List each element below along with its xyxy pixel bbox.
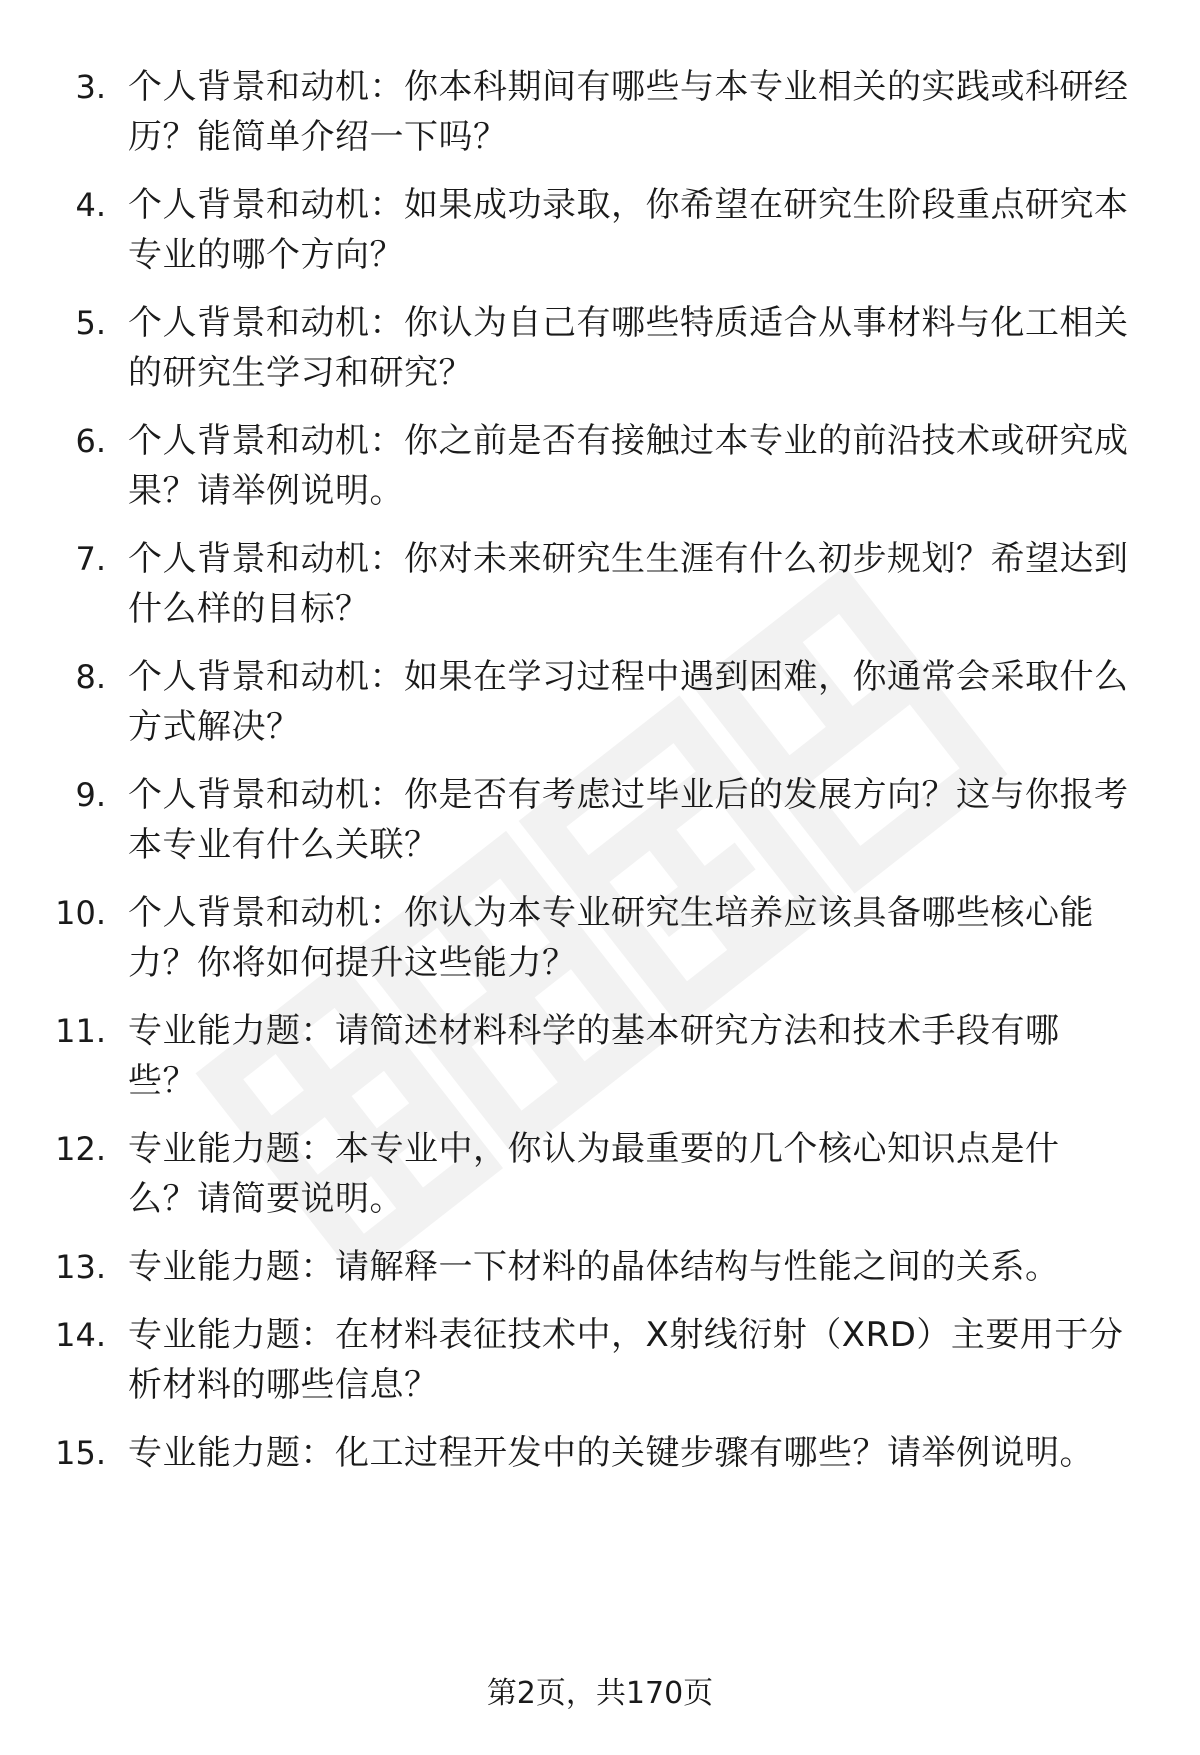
item-number: 13. xyxy=(55,1248,106,1286)
item-text: 专业能力题：请简述材料科学的基本研究方法和技术手段有哪些？ xyxy=(128,1011,1060,1101)
item-text: 个人背景和动机：如果在学习过程中遇到困难，你通常会采取什么方式解决？ xyxy=(128,657,1129,747)
item-number: 5. xyxy=(75,304,106,342)
item-number: 15. xyxy=(55,1434,106,1472)
item-text: 个人背景和动机：如果成功录取，你希望在研究生阶段重点研究本专业的哪个方向？ xyxy=(128,185,1129,275)
item-text: 专业能力题：化工过程开发中的关键步骤有哪些？请举例说明。 xyxy=(128,1433,1094,1473)
page-number: 第2页，共170页 xyxy=(486,1676,714,1711)
item-text: 专业能力题：在材料表征技术中，X射线衍射（XRD）主要用于分析材料的哪些信息？ xyxy=(128,1315,1124,1405)
item-number: 11. xyxy=(55,1012,106,1050)
item-text: 个人背景和动机：你认为本专业研究生培养应该具备哪些核心能力？你将如何提升这些能力？ xyxy=(128,893,1094,983)
item-number: 10. xyxy=(55,894,106,932)
item-text: 个人背景和动机：你认为自己有哪些特质适合从事材料与化工相关的研究生学习和研究？ xyxy=(128,303,1129,393)
item-text: 个人背景和动机：你对未来研究生生涯有什么初步规划？希望达到什么样的目标？ xyxy=(128,539,1129,629)
item-text: 个人背景和动机：你是否有考虑过毕业后的发展方向？这与你报考本专业有什么关联？ xyxy=(128,775,1129,865)
item-number: 9. xyxy=(75,776,106,814)
item-number: 7. xyxy=(75,540,106,578)
item-number: 4. xyxy=(75,186,106,224)
item-number: 12. xyxy=(55,1130,106,1168)
item-number: 3. xyxy=(75,68,106,106)
item-number: 8. xyxy=(75,658,106,696)
item-text: 个人背景和动机：你之前是否有接触过本专业的前沿技术或研究成果？请举例说明。 xyxy=(128,421,1129,511)
item-text: 专业能力题：请解释一下材料的晶体结构与性能之间的关系。 xyxy=(128,1247,1060,1287)
item-text: 专业能力题：本专业中，你认为最重要的几个核心知识点是什么？请简要说明。 xyxy=(128,1129,1060,1219)
item-number: 6. xyxy=(75,422,106,460)
item-number: 14. xyxy=(55,1316,106,1354)
item-text: 个人背景和动机：你本科期间有哪些与本专业相关的实践或科研经历？能简单介绍一下吗？ xyxy=(128,67,1129,157)
